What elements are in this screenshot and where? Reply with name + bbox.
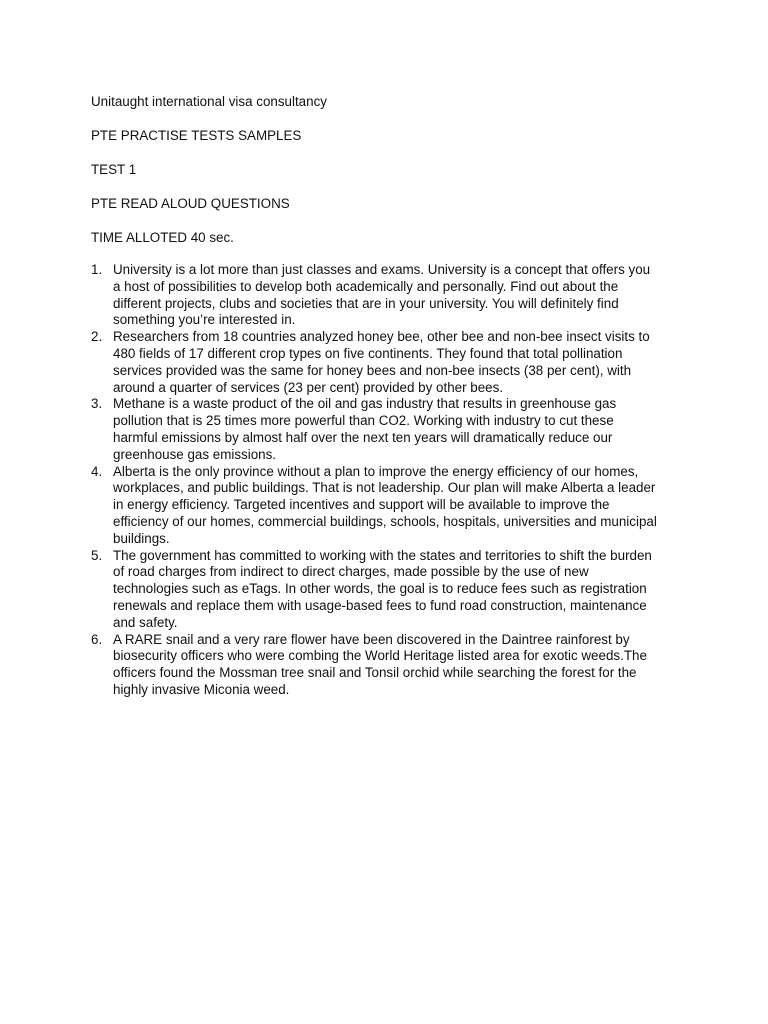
question-line: University is a lot more than just classes and exams. University is a concept that offers you bbox=[113, 262, 651, 277]
question-number: 3. bbox=[91, 396, 103, 412]
question-item bbox=[91, 464, 691, 548]
question-line: officers found the Mossman tree snail and Tonsil orchid while searching the forest for the bbox=[113, 665, 637, 681]
question-line: different projects, clubs and societies that are in your university. You will definitely find bbox=[113, 295, 619, 311]
section-heading: PTE READ ALOUD QUESTIONS bbox=[91, 196, 290, 211]
question-line: Researchers from 18 countries analyzed honey bee, other bee and non-bee insect visits to bbox=[113, 329, 650, 345]
question-line: harmful emissions by almost half over the next ten years will dramatically reduce our bbox=[113, 429, 613, 445]
question-item bbox=[91, 632, 691, 699]
question-line: The government has committed to working with the states and territories to shift the burden bbox=[113, 547, 652, 563]
question-line: Methane is a waste product of the oil and gas industry that results in greenhouse gas bbox=[113, 396, 617, 412]
question-line: services provided was the same for honey bees and non-bee insects (38 per cent), with bbox=[113, 362, 632, 378]
company-name: Unitaught international visa consultancy bbox=[91, 94, 327, 109]
question-line: buildings. bbox=[113, 530, 170, 546]
question-line: A RARE snail and a very rare flower have been discovered in the Daintree rainforest by bbox=[113, 631, 630, 647]
question-line: of road charges from indirect to direct charges, made possible by the use of new bbox=[113, 564, 589, 580]
question-line: in energy efficiency. Targeted incentives and support will be available to improve the bbox=[113, 497, 610, 513]
question-line: highly invasive Miconia weed. bbox=[113, 681, 290, 697]
question-item bbox=[91, 396, 691, 463]
question-item bbox=[91, 329, 691, 396]
question-line: technologies such as eTags. In other words, the goal is to reduce fees such as registration bbox=[113, 581, 647, 597]
question-line: 480 fields of 17 different crop types on five continents. They found that total pollination bbox=[113, 345, 623, 361]
question-line: around a quarter of services (23 per cent) provided by other bees. bbox=[113, 379, 504, 395]
question-line: pollution that is 25 times more powerful than CO2. Working with industry to cut these bbox=[113, 413, 614, 429]
question-line: greenhouse gas emissions. bbox=[113, 446, 277, 462]
document-title: PTE PRACTISE TESTS SAMPLES bbox=[91, 128, 302, 143]
question-line: Alberta is the only province without a plan to improve the energy efficiency of our homes, bbox=[113, 463, 639, 479]
question-line: biosecurity officers who were combing the World Heritage listed area for exotic weeds.The bbox=[113, 648, 647, 664]
question-item bbox=[91, 262, 691, 329]
question-line: workplaces, and public buildings. That is not leadership. Our plan will make Alberta a leader bbox=[113, 480, 656, 496]
test-label: TEST 1 bbox=[91, 162, 137, 177]
question-line: renewals and replace them with usage-based fees to fund road construction, maintenance bbox=[113, 597, 647, 613]
question-line: a host of possibilities to develop both academically and personally. Find out about the bbox=[113, 278, 619, 294]
question-item bbox=[91, 548, 691, 632]
question-line: something you’re interested in. bbox=[113, 312, 296, 328]
question-number: 1. bbox=[91, 262, 103, 277]
question-line: and safety. bbox=[113, 614, 178, 630]
question-number: 4. bbox=[91, 463, 103, 479]
time-allotted: TIME ALLOTED 40 sec. bbox=[91, 230, 234, 245]
question-number: 6. bbox=[91, 631, 103, 647]
question-line: efficiency of our homes, commercial buildings, schools, hospitals, universities and municipal bbox=[113, 513, 657, 529]
question-list bbox=[91, 262, 691, 699]
question-number: 5. bbox=[91, 547, 103, 563]
question-number: 2. bbox=[91, 329, 103, 345]
